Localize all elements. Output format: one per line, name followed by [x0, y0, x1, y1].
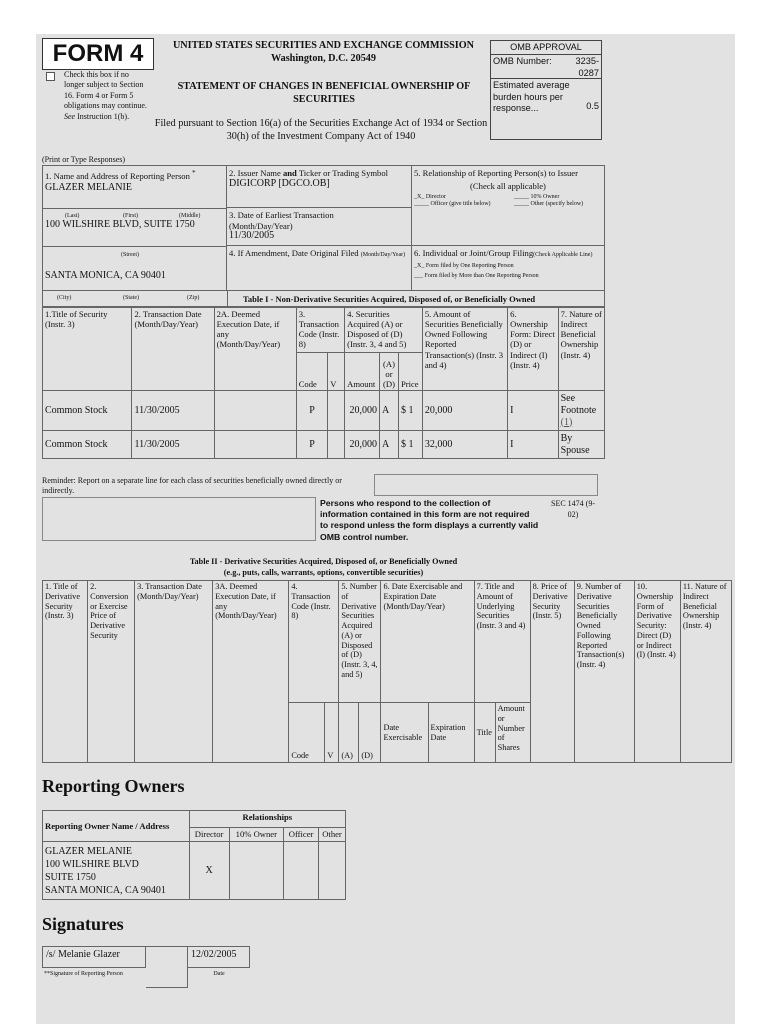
- last-label: (Last): [65, 213, 80, 219]
- t2-h1: 1. Title of Derivative Security (Instr. 3): [43, 581, 88, 763]
- sec-code: SEC 1474 (9-02): [551, 499, 595, 519]
- t1-r1-title: Common Stock: [43, 391, 132, 431]
- signatures-heading: Signatures: [42, 914, 124, 934]
- t1-r1-date: 11/30/2005: [132, 391, 214, 431]
- officer-option: _____ Officer (give title below): [414, 201, 491, 207]
- t1-r2-code: P: [296, 431, 328, 459]
- box1-city-section: [43, 246, 227, 290]
- table2-derivative: [42, 580, 732, 763]
- footnote-link[interactable]: (1): [560, 416, 573, 428]
- t1-r1-price: $ 1: [398, 391, 422, 431]
- table-row: [43, 431, 605, 459]
- ten-pct-header: 10% Owner: [229, 828, 284, 842]
- omb-title: OMB APPROVAL: [491, 41, 601, 55]
- t2-sub-title: Title: [474, 703, 495, 763]
- check-all-applicable: (Check all applicable): [470, 180, 546, 191]
- t2-h5: 5. Number of Derivative Securities Acquired (A) or Disposed of (D) (Instr. 3, 4, and 5): [339, 581, 381, 703]
- t2-sub-exercisable: Date Exercisable: [381, 703, 428, 763]
- state-label: (State): [123, 295, 139, 301]
- t1-h5: 5. Amount of Securities Beneficially Owned Following Reported Transaction(s) (Instr. 3 and 4): [422, 308, 507, 391]
- checkbox-text: Check this box if no longer subject to Section 16. Form 4 or Form 5 obligations may continue. See Instruction 1(b).: [64, 70, 147, 121]
- t1-h7: 7. Nature of Indirect Beneficial Ownership (Instr. 4): [558, 308, 604, 391]
- table-row: [43, 391, 605, 431]
- earliest-transaction-date: 11/30/2005: [229, 230, 275, 241]
- filed-pursuant: Filed pursuant to Section 16(a) of the Securities Exchange Act of 1934 or Section 30(h) of the Investment Company Act of 1940: [154, 118, 488, 143]
- t2-sub-expiration: Expiration Date: [428, 703, 474, 763]
- street-address: 100 WILSHIRE BLVD, SUITE 1750: [45, 219, 195, 230]
- table1-title-row: [43, 290, 604, 307]
- first-label: (First): [123, 213, 138, 219]
- t1-r1-deemed: [214, 391, 296, 431]
- director-mark: X: [189, 842, 229, 900]
- t1-r1-code: P: [296, 391, 328, 431]
- reminder-box-left: [42, 497, 316, 541]
- t1-r2-owned: 32,000: [422, 431, 507, 459]
- box6-filing: 6. Individual or Joint/Group Filing(Check Applicable Line) _X_ Form filed by One Reporting Person ___ Form filed by More than One Reporting Person: [412, 246, 604, 290]
- street-label: (Street): [121, 252, 139, 258]
- omb-burden-label: Estimated average burden hours per response...: [493, 80, 570, 114]
- t1-r2-price: $ 1: [398, 431, 422, 459]
- header-boxes: [42, 165, 605, 307]
- t1-r1-form: I: [508, 391, 559, 431]
- t1-sub-amount: Amount: [345, 353, 380, 391]
- city-label: (City): [57, 295, 72, 301]
- director-header: Director: [189, 828, 229, 842]
- t2-h10: 10. Ownership Form of Derivative Security: Direct (D) or Indirect (I) (Instr. 4): [634, 581, 680, 763]
- table2-title: Table II - Derivative Securities Acquired, Disposed of, or Beneficially Owned: [189, 557, 458, 566]
- t1-r1-aord: A: [380, 391, 399, 431]
- table-row: [43, 842, 346, 900]
- t1-sub-code: Code: [296, 353, 328, 391]
- no-longer-subject-checkbox[interactable]: [46, 72, 55, 81]
- signature-block: [42, 946, 248, 988]
- other-option: _____ Other (specify below): [514, 201, 584, 207]
- omb-approval-box: [490, 40, 602, 140]
- t1-r2-v: [328, 431, 345, 459]
- print-type-note: (Print or Type Responses): [42, 155, 126, 164]
- t2-h3a: 3A. Deemed Execution Date, if any (Month/Day/Year): [213, 581, 289, 763]
- ten-pct-option: _____ 10% Owner: [514, 194, 560, 200]
- t1-r2-aord: A: [380, 431, 399, 459]
- signature-label: **Signature of Reporting Person: [44, 971, 123, 977]
- signature-value: /s/ Melanie Glazer: [42, 946, 146, 968]
- t1-h6: 6. Ownership Form: Direct (D) or Indirect (I) (Instr. 4): [508, 308, 559, 391]
- t1-r2-nature: By Spouse: [558, 431, 604, 459]
- t1-h2a: 2A. Deemed Execution Date, if any (Month/Day/Year): [214, 308, 296, 391]
- t1-r2-deemed: [214, 431, 296, 459]
- t2-h2: 2. Conversion or Exercise Price of Derivative Security: [88, 581, 135, 763]
- director-option: _X_ Director: [414, 194, 446, 200]
- omb-burden-value: 0.5: [586, 101, 599, 111]
- t2-sub-a: (A): [339, 703, 359, 763]
- t1-r2-date: 11/30/2005: [132, 431, 214, 459]
- box1-street-section: [43, 208, 227, 248]
- relationships-header: Relationships: [189, 811, 345, 828]
- omb-number-row: [491, 55, 601, 78]
- box5-relationship: 5. Relationship of Reporting Person(s) to Issuer (Check all applicable) _X_ Director _____ 10% Owner _____ Officer (give title below) _____ Other (specify below): [412, 166, 604, 246]
- owner-name-header: Reporting Owner Name / Address: [43, 811, 190, 842]
- issuer-name-ticker: DIGICORP [DGCO.OB]: [229, 177, 330, 189]
- other-header: Other: [319, 828, 346, 842]
- t2-h11: 11. Nature of Indirect Beneficial Ownership (Instr. 4): [680, 581, 731, 763]
- t2-h9: 9. Number of Derivative Securities Beneficially Owned Following Reported Transaction(s) (Instr. 4): [574, 581, 634, 763]
- middle-label: (Middle): [179, 213, 201, 219]
- t1-h3: 3. Transaction Code (Instr. 8): [296, 308, 344, 353]
- t2-sub-amount: Amount or Number of Shares: [495, 703, 530, 763]
- t1-h4: 4. Securities Acquired (A) or Disposed of (D) (Instr. 3, 4 and 5): [345, 308, 423, 353]
- t2-h4: 4. Transaction Code (Instr. 8): [289, 581, 339, 703]
- box1-reporting-person: [43, 166, 227, 290]
- t1-r1-v: [328, 391, 345, 431]
- t1-h1: 1.Title of Security (Instr. 3): [43, 308, 132, 391]
- t2-sub-code: Code: [289, 703, 325, 763]
- zip-label: (Zip): [187, 295, 200, 301]
- owner-name-address: GLAZER MELANIE 100 WILSHIRE BLVD SUITE 1750 SANTA MONICA, CA 90401: [43, 842, 190, 900]
- reminder-text: Reminder: Report on a separate line for each class of securities beneficially owned directly or indirectly.: [42, 476, 342, 495]
- t2-sub-d: (D): [359, 703, 381, 763]
- t1-sub-v: V: [328, 353, 345, 391]
- t1-h2: 2. Transaction Date (Month/Day/Year): [132, 308, 214, 391]
- t1-r2-amount: 20,000: [345, 431, 380, 459]
- statement-title: STATEMENT OF CHANGES IN BENEFICIAL OWNERSHIP OF SECURITIES: [177, 81, 471, 105]
- t2-sub-v: V: [325, 703, 339, 763]
- box4-amendment: 4. If Amendment, Date Original Filed (Month/Day/Year): [227, 246, 412, 290]
- t1-r1-nature: See Footnote (1): [558, 391, 604, 431]
- form-title-box: [42, 38, 154, 70]
- t2-h8: 8. Price of Derivative Security (Instr. 5): [530, 581, 574, 763]
- box2-issuer: 2. Issuer Name and Ticker or Trading Symbol DIGICORP [DGCO.OB]: [227, 166, 412, 208]
- box3-earliest-date: 3. Date of Earliest Transaction (Month/Day/Year) 11/30/2005: [227, 208, 412, 246]
- signature-date: 12/02/2005: [188, 946, 250, 968]
- agency-location: Washington, D.C. 20549: [270, 52, 376, 64]
- t1-sub-price: Price: [398, 353, 422, 391]
- date-label: Date: [213, 971, 225, 977]
- table2-subtitle: (e.g., puts, calls, warrants, options, convertible securities): [223, 568, 424, 577]
- omb-number-value: 3235-0287: [575, 56, 599, 78]
- table1-title: Table I - Non-Derivative Securities Acquired, Disposed of, or Beneficially Owned: [243, 294, 536, 304]
- persons-notice: Persons who respond to the collection of information contained in this form are not required to respond unless the form displays a currently valid OMB control number.: [320, 498, 539, 542]
- t2-h3: 3. Transaction Date (Month/Day/Year): [135, 581, 213, 763]
- table2-title-block: [42, 556, 605, 578]
- t1-r1-amount: 20,000: [345, 391, 380, 431]
- t2-h6: 6. Date Exercisable and Expiration Date (Month/Day/Year): [381, 581, 474, 703]
- reporting-owners-heading: Reporting Owners: [42, 776, 185, 796]
- city-state-zip: SANTA MONICA, CA 90401: [45, 270, 166, 281]
- form-title: FORM 4: [52, 40, 144, 67]
- t2-h7: 7. Title and Amount of Underlying Securities (Instr. 3 and 4): [474, 581, 530, 703]
- reminder-box-right: [374, 474, 598, 496]
- reporting-owners-table: [42, 810, 346, 900]
- t1-r2-form: I: [508, 431, 559, 459]
- box1-label: 1. Name and Address of Reporting Person *: [45, 169, 196, 181]
- one-person-option: _X_ Form filed by One Reporting Person: [414, 262, 514, 269]
- t1-r1-owned: 20,000: [422, 391, 507, 431]
- form-page: [36, 34, 735, 1024]
- table1-non-derivative: [42, 307, 605, 459]
- omb-number-label: OMB Number:: [493, 56, 552, 67]
- officer-header: Officer: [284, 828, 319, 842]
- reporting-person-name: GLAZER MELANIE: [45, 182, 132, 194]
- agency-block: [156, 40, 491, 65]
- agency-name: UNITED STATES SECURITIES AND EXCHANGE COMMISSION: [172, 40, 475, 51]
- t1-sub-aord: (A) or (D): [380, 353, 399, 391]
- more-persons-option: ___ Form filed by More than One Reporting Person: [414, 273, 539, 279]
- omb-burden-row: [491, 78, 601, 114]
- t1-r2-title: Common Stock: [43, 431, 132, 459]
